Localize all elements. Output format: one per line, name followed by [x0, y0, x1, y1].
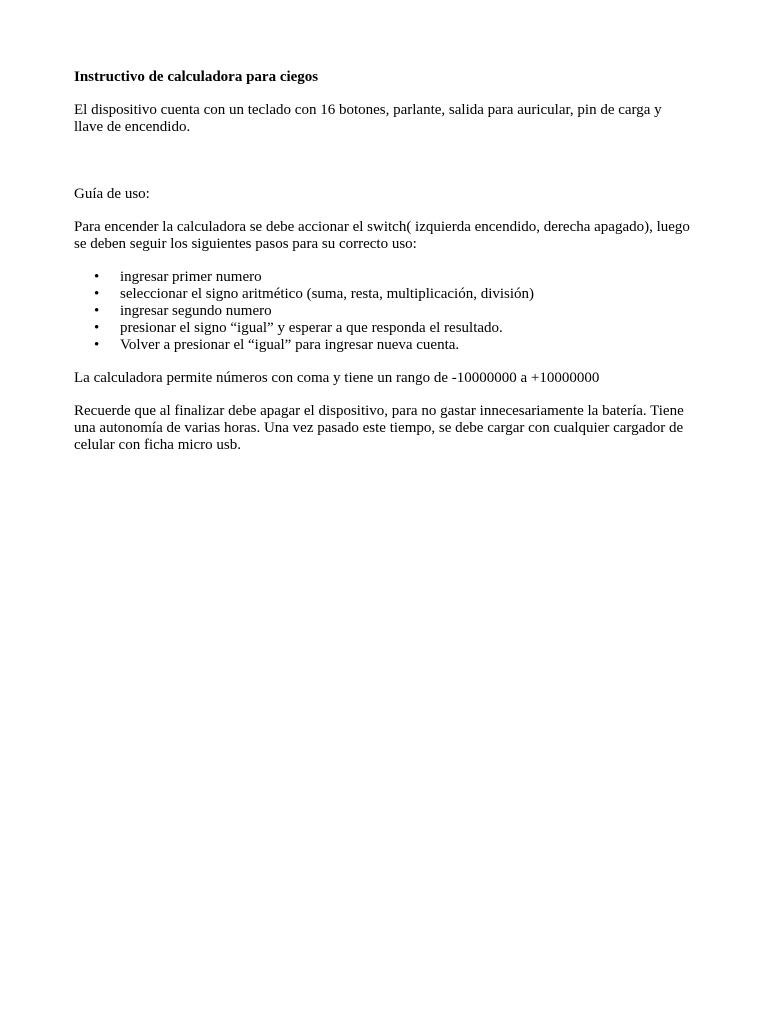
document-title: Instructivo de calculadora para ciegos	[74, 69, 319, 85]
list-item	[74, 303, 694, 320]
bullet-icon: •	[94, 337, 100, 353]
bullet-icon: •	[94, 269, 100, 285]
list-item-text: seleccionar el signo aritmético (suma, resta, multiplicación, división)	[120, 286, 535, 302]
bullet-icon: •	[94, 286, 100, 302]
bullet-icon: •	[94, 320, 100, 336]
steps-list	[74, 269, 694, 354]
closing-paragraph: Recuerde que al finalizar debe apagar el dispositivo, para no gastar innecesariamente la batería. Tiene una autonomía de varias horas. Una vez pasado este tiempo, se debe cargar con cualquier cargador de celular con ficha micro usb.	[74, 403, 684, 453]
range-paragraph: La calculadora permite números con coma y tiene un rango de -10000000 a +10000000	[74, 370, 600, 386]
list-item	[74, 320, 694, 337]
list-item	[74, 337, 694, 354]
list-item-text: presionar el signo “igual” y esperar a que responda el resultado.	[120, 320, 503, 336]
bullet-icon: •	[94, 303, 100, 319]
instructions-paragraph: Para encender la calculadora se debe accionar el switch( izquierda encendido, derecha apagado), luego se deben seguir los siguientes pasos para su correcto uso:	[74, 219, 690, 252]
document-page	[74, 69, 694, 470]
guide-heading: Guía de uso:	[74, 186, 150, 202]
list-item-text: ingresar primer numero	[120, 269, 262, 285]
list-item	[74, 286, 694, 303]
list-item-text: Volver a presionar el “igual” para ingresar nueva cuenta.	[120, 337, 460, 353]
list-item	[74, 269, 694, 286]
list-item-text: ingresar segundo numero	[120, 303, 272, 319]
intro-paragraph: El dispositivo cuenta con un teclado con 16 botones, parlante, salida para auricular, pin de carga y llave de encendido.	[74, 102, 662, 135]
